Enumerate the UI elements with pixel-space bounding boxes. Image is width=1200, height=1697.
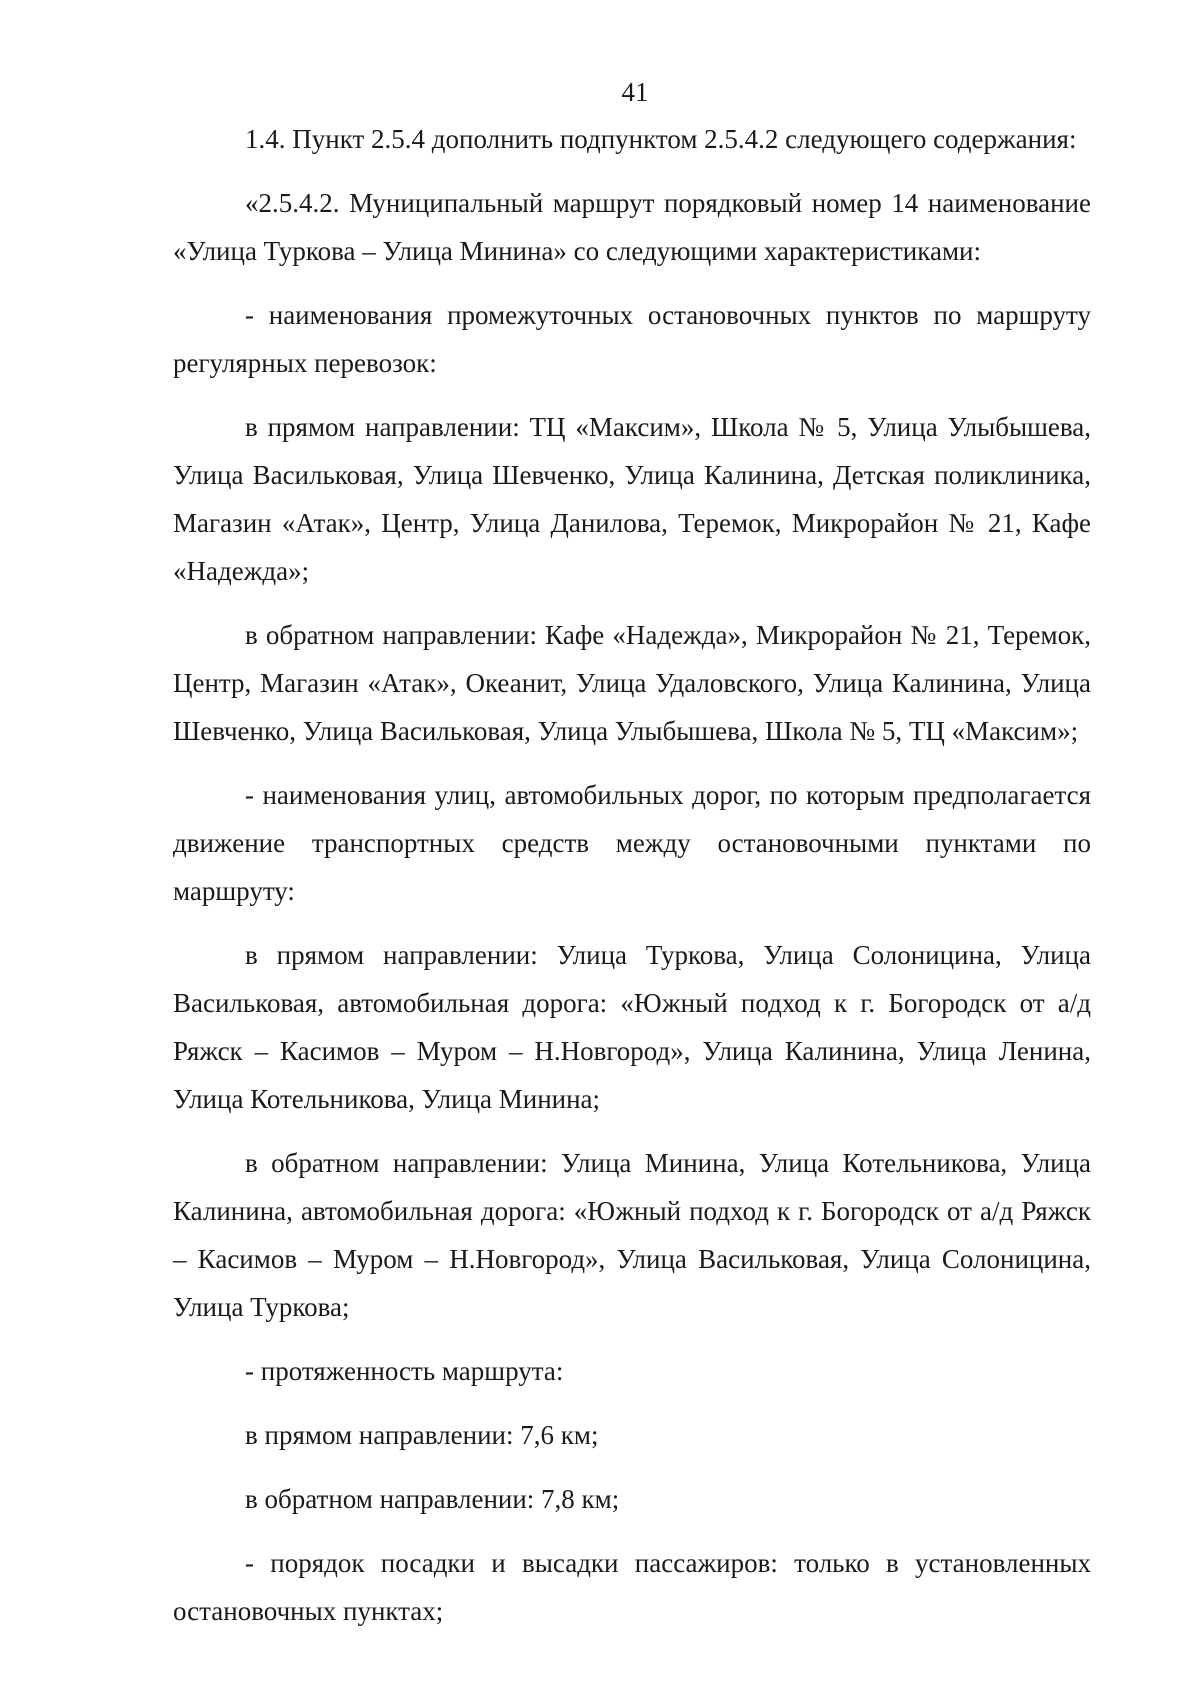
paragraph-length-forward: в прямом направлении: 7,6 км; xyxy=(245,1420,599,1450)
paragraph-length-heading: - протяженность маршрута: xyxy=(245,1356,564,1386)
page-number: 41 xyxy=(621,77,649,107)
paragraph-stops-forward: в прямом направлении: ТЦ «Максим», Школа № 5, Улица Улыбышева, Улица Васильковая, Улица Шевченко, Улица Калинина, Детская поликлиника, Магазин «Атак», Центр, Улица Данилова, Теремок, Микрорайон № 21, Кафе «Надежда»; xyxy=(173,412,1091,586)
paragraph-route-description: «2.5.4.2. Муниципальный маршрут порядковый номер 14 наименование «Улица Туркова – Улица Минина» со следующими характеристиками: xyxy=(173,188,1091,266)
paragraph-length-reverse: в обратном направлении: 7,8 км; xyxy=(245,1484,620,1514)
paragraph-streets-reverse: в обратном направлении: Улица Минина, Улица Котельникова, Улица Калинина, автомобильная дорога: «Южный подход к г. Богородск от а/д Ряжск – Касимов – Муром – Н.Новгород», Улица Васильковая, Улица Солоницина, Улица Туркова; xyxy=(173,1148,1091,1322)
paragraph-boarding-rules: - порядок посадки и высадки пассажиров: только в установленных остановочных пунктах; xyxy=(173,1548,1091,1626)
paragraph-item-1-4: 1.4. Пункт 2.5.4 дополнить подпунктом 2.5.4.2 следующего содержания: xyxy=(245,124,1077,154)
paragraph-streets-forward: в прямом направлении: Улица Туркова, Улица Солоницина, Улица Васильковая, автомобильная дорога: «Южный подход к г. Богородск от а/д Ряжск – Касимов – Муром – Н.Новгород», Улица Калинина, Улица Ленина, Улица Котельникова, Улица Минина; xyxy=(173,940,1091,1114)
paragraph-stops-heading: - наименования промежуточных остановочных пунктов по маршруту регулярных перевозок: xyxy=(173,300,1091,378)
document-body xyxy=(173,115,1091,1651)
paragraph-stops-reverse: в обратном направлении: Кафе «Надежда», Микрорайон № 21, Теремок, Центр, Магазин «Атак», Океанит, Улица Удаловского, Улица Калинина, Улица Шевченко, Улица Васильковая, Улица Улыбышева, Школа № 5, ТЦ «Максим»; xyxy=(173,620,1091,746)
paragraph-streets-heading: - наименования улиц, автомобильных дорог, по которым предполагается движение транспортных средств между остановочными пунктами по маршруту: xyxy=(173,780,1091,906)
